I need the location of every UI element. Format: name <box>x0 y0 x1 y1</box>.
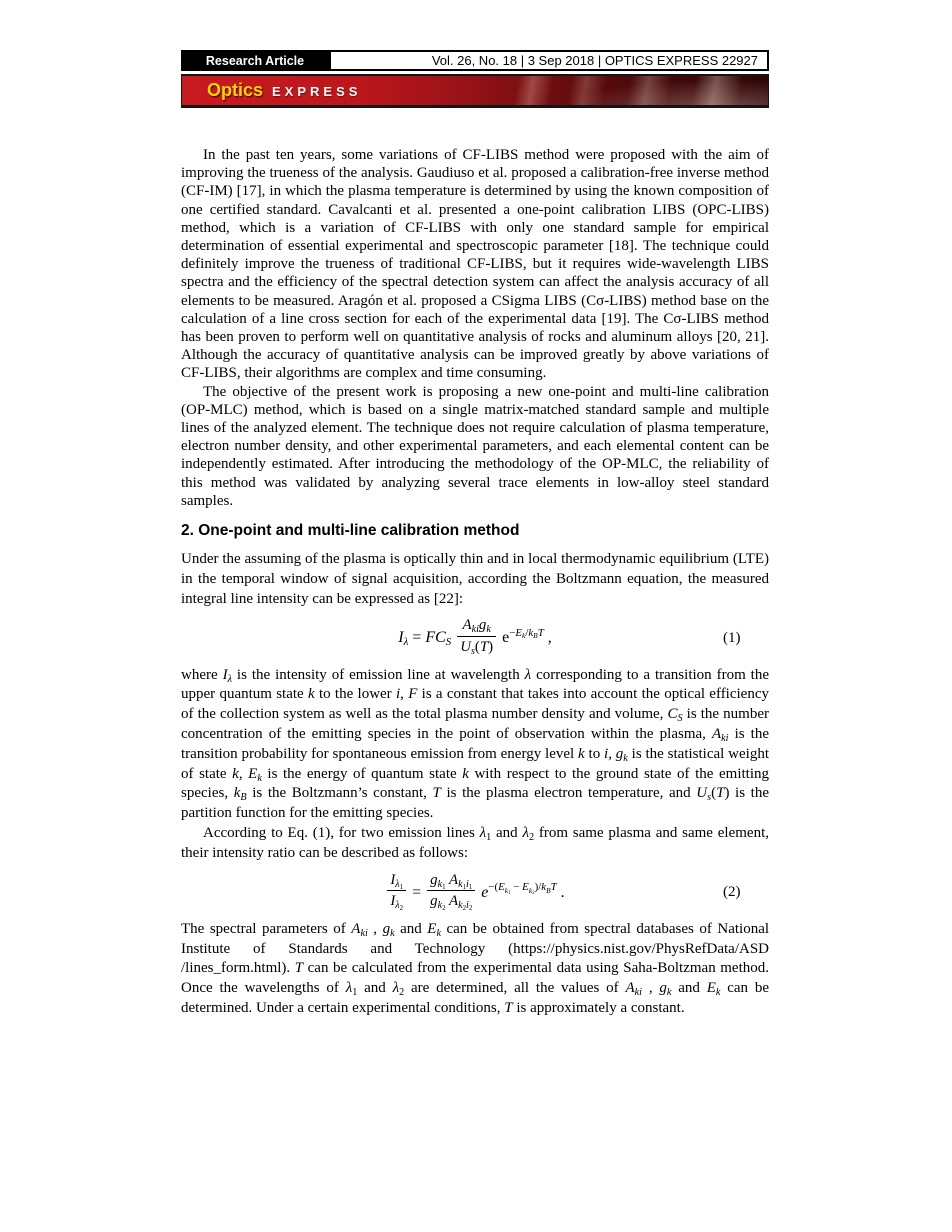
equation-1-number: (1) <box>723 630 741 647</box>
paragraph-intensity-ratio: According to Eq. (1), for two emission lines $\lambda_1$ and $\lambda_2$ from same plasma and same element, their intensity ratio can be described as follows: <box>181 825 769 861</box>
paragraph-intro-variations: In the past ten years, some variations of CF-LIBS method were proposed with the aim of improving the trueness of the analysis. Gaudiuso et al. proposed a calibration-free inverse method (CF-IM) [17], in which the plasma temperature is determined by using the known composition of one certified standard. Cavalcanti et al. presented a one-point calibration LIBS (OPC-LIBS) method, which is a variation of CF-LIBS with only one standard sample for empirical determination of essential experimental and spectroscopic parameter [18]. The technique could definitely improve the trueness of traditional CF-LIBS, but it requires wide-wavelength LIBS spectra and the efficiency of the spectral detection system can affect the analysis accuracy of all elements to be measured. Aragón et al. proposed a CSigma LIBS (Cσ-LIBS) method base on the calculation of a line cross section for each of the experimental data [19]. The Cσ-LIBS method has been proven to perform well on quantitative analysis of rocks and aluminum alloys [20, 21]. Although the accuracy of quantitative analysis can be improved greatly by above variations of CF-LIBS, their algorithms are complex and time consuming. <box>181 147 769 382</box>
journal-logo-express: EXPRESS <box>272 84 362 99</box>
paragraph-objective: The objective of the present work is proposing a new one-point and multi-line calibration (OP-MLC) method, which is based on a single matrix-matched standard sample and multiple lines of the analyzed element. The technique does not require calculation of plasma temperature, electron number density, and other experimental parameters, and each elemental content can be independently estimated. After introducing the methodology of the OP-MLC, the reliability of this method was validated by analyzing several trace elements in low-alloy steel standard samples. <box>181 383 769 509</box>
equation-2 <box>181 873 769 913</box>
section-heading: 2. One-point and multi-line calibration method <box>181 522 520 540</box>
equation-1 <box>181 618 769 658</box>
page-header <box>181 50 769 71</box>
equation-2-number: (2) <box>723 884 741 901</box>
paragraph-assumptions: Under the assuming of the plasma is optically thin and in local thermodynamic equilibrium (LTE) in the temporal window of signal acquisition, according the Boltzmann equation, the measured integral line intensity can be expressed as [22]: <box>181 551 769 607</box>
citation-bar: Vol. 26, No. 18 | 3 Sep 2018 | OPTICS EXPRESS 22927 <box>329 50 769 71</box>
journal-banner <box>181 74 769 108</box>
paragraph-symbol-definitions: where $I_\lambda$ is the intensity of emission line at wavelength λ corresponding to a transition from the upper quantum state k to the lower i, F is a constant that takes into account the optical efficiency of the collection system as well as the total plasma number density and volume, $C_S$ is the number concentration of the emitting species in the point of observation within the plasma, $A_{ki}$ is the transition probability for spontaneous emission from energy level k to i, $g_k$ is the statistical weight of state k, $E_k$ is the energy of quantum state k with respect to the ground state of the emitting species, $k_B$ is the Boltzmann’s constant, T is the plasma electron temperature, and $U_s(T)$ is the partition function for the emitting species. <box>181 666 769 822</box>
equation-2-body: $\frac{I_{\lambda_1}}{I_{\lambda_2}}$ = $\frac{g_{k_1} A_{k_1i_1}}{g_{k_2} A_{k_2i_2}}$ $e^{-(E_{k_1} - E_{k_2})/k_BT}$ . <box>227 873 723 913</box>
equation-1-body: $I_\lambda = FC_S$ $\frac{A_{ki}g_k}{U_s(T)}$ $e^{-E_k/k_BT}$ , <box>398 617 552 658</box>
paragraph-spectral-parameters: The spectral parameters of $A_{ki}$ , $g_k$ and $E_k$ can be obtained from spectral databases of National Institute of Standards and Technology (https://physics.nist.gov/PhysRefData/ASD /lines_form.html). T can be calculated from the experimental data using Saha-Boltzman method. Once the wavelengths of $\lambda_1$ and $\lambda_2$ are determined, all the values of $A_{ki}$ , $g_k$ and $E_k$ can be determined. Under a certain experimental conditions, T is approximately a constant. <box>181 920 770 1016</box>
article-body <box>181 146 769 1019</box>
article-type-badge: Research Article <box>181 50 329 71</box>
page-content-column <box>181 50 769 1019</box>
journal-logo-optics: Optics <box>207 80 264 100</box>
